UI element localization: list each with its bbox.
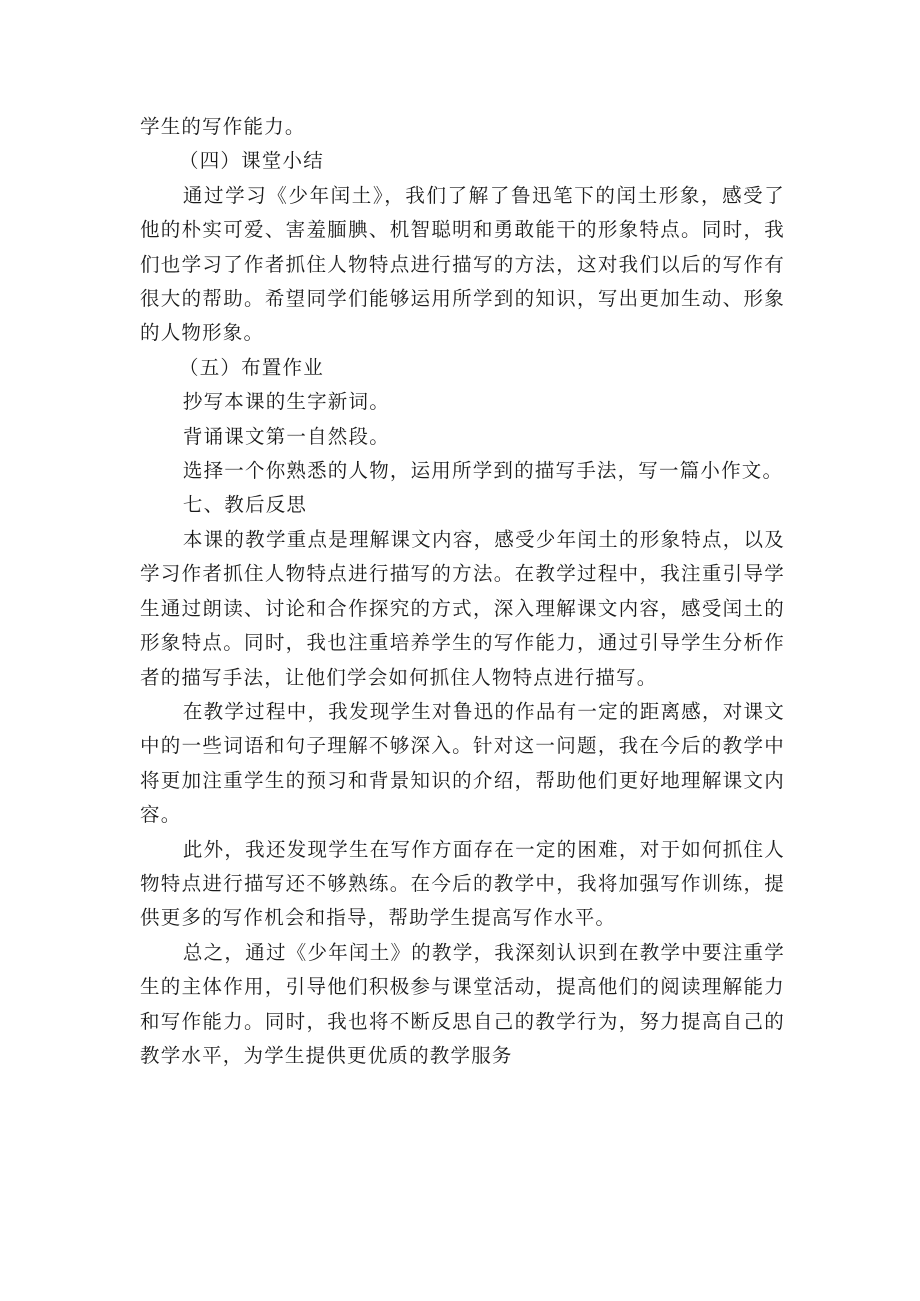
reflection-paragraph: 在教学过程中，我发现学生对鲁迅的作品有一定的距离感，对课文中的一些词语和句子理解不够深入。针对这一问题，我在今后的教学中将更加注重学生的预习和背景知识的介绍，帮助他们更好地理解课文内容。 [140,699,785,827]
homework-item: 抄写本课的生字新词。 [182,390,390,414]
reflection-paragraph: 总之，通过《少年闰土》的教学，我深刻认识到在教学中要注重学生的主体作用，引导他们积极参与课堂活动，提高他们的阅读理解能力和写作能力。同时，我也将不断反思自己的教学行为，努力提高自己的教学水平，为学生提供更优质的教学服务 [140,940,785,1067]
section4-paragraph: 通过学习《少年闰土》，我们了解了鲁迅笔下的闰土形象，感受了他的朴实可爱、害羞腼腆、机智聪明和勇敢能干的形象特点。同时，我们也学习了作者抓住人物特点进行描写的方法，这对我们以后的写作有很大的帮助。希望同学们能够运用所学到的知识，写出更加生动、形象的人物形象。 [140,183,785,345]
homework-item: 背诵课文第一自然段。 [182,424,390,448]
reflection-paragraph: 此外，我还发现学生在写作方面存在一定的困难，对于如何抓住人物特点进行描写还不够熟练。在今后的教学中，我将加强写作训练，提供更多的写作机会和指导，帮助学生提高写作水平。 [140,837,785,930]
section4-heading: （四）课堂小结 [179,149,324,173]
section7-heading: 七、教后反思 [182,493,308,517]
document-page [140,110,785,1073]
intro-tail-text: 学生的写作能力。 [140,115,306,138]
section5-heading: （五）布置作业 [179,355,324,379]
reflection-paragraph: 本课的教学重点是理解课文内容，感受少年闰土的形象特点，以及学习作者抓住人物特点进行描写的方法。在教学过程中，我注重引导学生通过朗读、讨论和合作探究的方式，深入理解课文内容，感受闰土的形象特点。同时，我也注重培养学生的写作能力，通过引导学生分析作者的描写手法，让他们学会如何抓住人物特点进行描写。 [140,527,785,689]
homework-item: 选择一个你熟悉的人物，运用所学到的描写手法，写一篇小作文。 [182,459,784,483]
